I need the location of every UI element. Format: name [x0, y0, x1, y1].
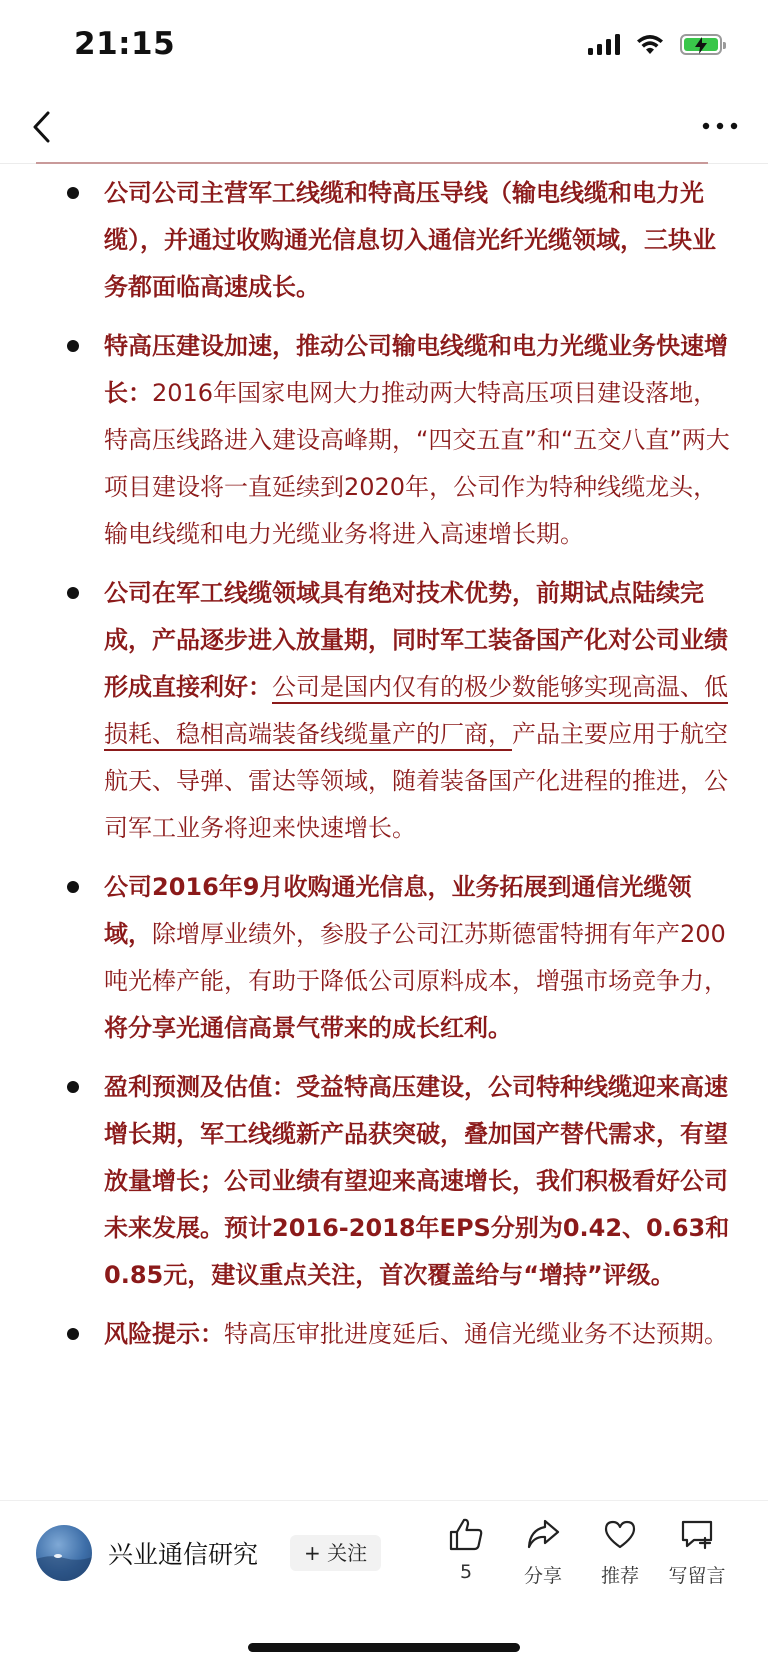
share-arrow-icon	[525, 1517, 561, 1551]
bullet-dot	[67, 187, 79, 199]
nav-bar	[0, 90, 768, 164]
bullet-item-acquisition	[0, 864, 768, 1052]
bullet-body-text: 特高压审批进度延后、通信光缆业务不达预期。	[224, 1320, 728, 1348]
status-icons	[588, 32, 722, 56]
more-options-button[interactable]	[698, 108, 742, 144]
comment-add-icon	[679, 1517, 715, 1551]
author-name[interactable]: 兴业通信研究	[108, 1540, 259, 1569]
article-content	[0, 170, 768, 1500]
comment-label: 写留言	[668, 1565, 726, 1587]
bullet-bold-text: 公司2016年9月收购通光信息，业务拓展到通信光缆领域，	[104, 873, 692, 948]
like-count: 5	[459, 1561, 473, 1583]
bullet-body-text: 产品主要应用于航空航天、导弹、雷达等领域，随着装备国产化进程的推进，公司军工业务将迎来快速增长。	[104, 720, 728, 842]
bullet-dot	[67, 1081, 79, 1093]
bullet-bold-text: 风险提示：	[104, 1320, 224, 1348]
thumbs-up-icon	[448, 1517, 484, 1551]
bullet-dot	[67, 1328, 79, 1340]
bottom-action-bar	[0, 1500, 768, 1663]
bullet-body-text: 除增厚业绩外，参股子公司江苏斯德雷特拥有年产200吨光棒产能，有助于降低公司原料成本，增强市场竞争力，	[104, 920, 728, 995]
status-bar	[0, 0, 768, 90]
bullet-item-military-cable	[0, 570, 768, 852]
summary-bullet-list	[0, 170, 768, 1358]
back-button[interactable]	[24, 102, 64, 150]
recommend-label: 推荐	[600, 1565, 639, 1587]
chevron-left-icon	[24, 102, 64, 150]
battery-icon	[680, 34, 722, 55]
bullet-body-text: 2016年国家电网大力推动两大特高压项目建设落地，特高压线路进入建设高峰期，“四交五直”和“五交八直”两大项目建设将一直延续到2020年，公司作为特种线缆龙头，输电线缆和电力光缆业务将进入高速增长期。	[104, 379, 730, 548]
bullet-dot	[67, 881, 79, 893]
bullet-bold-text: 盈利预测及估值：受益特高压建设，公司特种线缆迎来高速增长期，军工线缆新产品获突破，叠加国产替代需求，有望放量增长；公司业绩有望迎来高速增长，我们积极看好公司未来发展。预计2016-2018年EPS分别为0.42、0.63和0.85元，建议重点关注，首次覆盖给与“增持”评级。	[104, 1073, 730, 1289]
comment-button[interactable]	[657, 1517, 737, 1588]
share-button[interactable]	[503, 1517, 583, 1588]
status-time: 21:15	[74, 26, 176, 62]
bullet-item-profit-forecast	[0, 1064, 768, 1299]
bullet-underlined-text: 公司是国内仅有的极少数能够实现高温、低损耗、稳相高端装备线缆量产的厂商，	[104, 673, 728, 751]
wifi-icon	[634, 32, 666, 56]
bullet-item-risk-warning	[0, 1311, 768, 1358]
home-indicator	[248, 1643, 520, 1652]
bullet-dot	[67, 587, 79, 599]
bullet-item-uhv-growth	[0, 323, 768, 558]
cellular-signal-icon	[588, 33, 620, 55]
bullet-item-business-overview	[0, 170, 768, 311]
share-label: 分享	[523, 1565, 562, 1587]
bullet-bold-ending: 将分享光通信高景气带来的成长红利。	[104, 1014, 512, 1042]
author-avatar[interactable]	[36, 1525, 92, 1581]
bullet-bold-text: 公司在军工线缆领域具有绝对技术优势，前期试点陆续完成，产品逐步进入放量期，同时军工装备国产化对公司业绩形成直接利好：	[104, 579, 728, 701]
article-divider-line	[36, 162, 708, 164]
like-button[interactable]	[426, 1517, 506, 1583]
follow-button[interactable]: + 关注	[290, 1535, 381, 1571]
more-dots-icon	[698, 108, 742, 144]
heart-icon	[602, 1517, 638, 1551]
recommend-button[interactable]	[580, 1517, 660, 1588]
avatar-image	[36, 1525, 92, 1581]
bullet-dot	[67, 340, 79, 352]
bullet-bold-text: 特高压建设加速，推动公司输电线缆和电力光缆业务快速增长：	[104, 332, 728, 407]
bullet-bold-text: 公司公司主营军工线缆和特高压导线（输电线缆和电力光缆），并通过收购通光信息切入通信光纤光缆领域，三块业务都面临高速成长。	[104, 179, 716, 301]
